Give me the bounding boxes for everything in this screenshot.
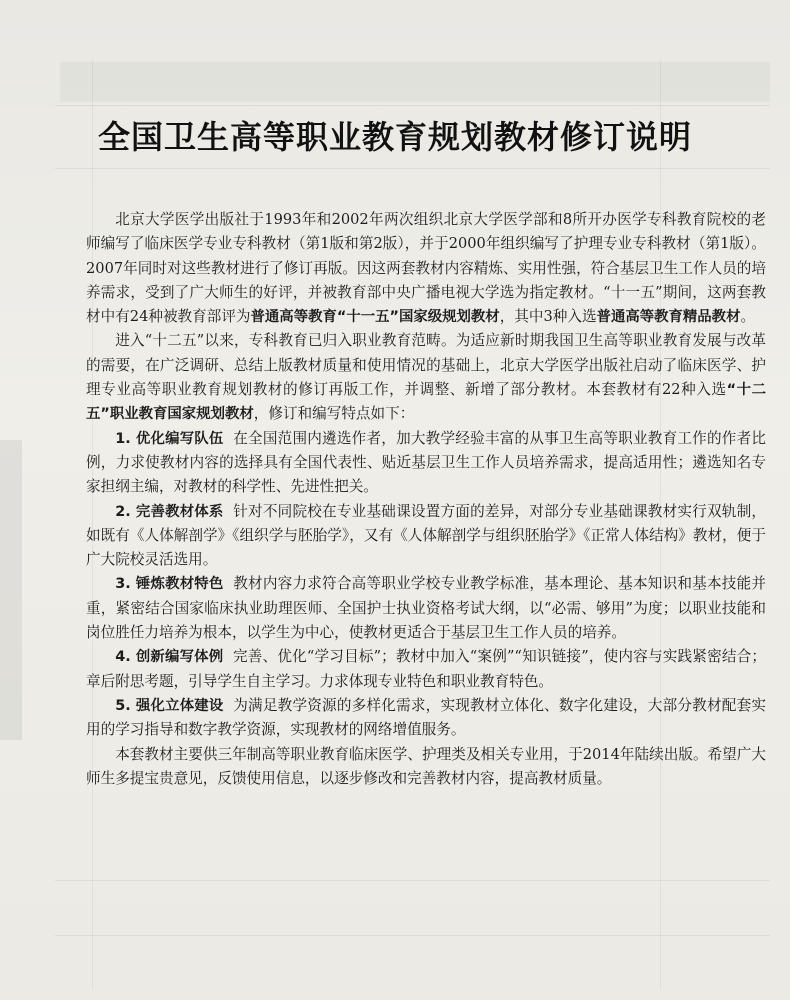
- intro-text-mid: ，其中3种入选: [499, 308, 597, 326]
- intro-text: 北京大学医学出版社于1993年和2002年两次组织北京大学医学部和8所开办医学专科教育院校的老师编写了临床医学专业专科教材（第1版和第2版），并于2000年组织编写了护理专业专科教材（第1版）。2007年同时对这些教材进行了修订再版。因这两套教材内容精炼、实用性强，符合基层卫生工作人员的培养需求，受到了广大师生的好评，并被教育部中央广播电视大学选为指定教材。“十一五”期间，这两套教材中有24种被教育部评为: [86, 211, 766, 326]
- paragraph-revision: [86, 329, 766, 426]
- feature-heading: 3. 锤炼教材特色: [115, 576, 224, 593]
- intro-text-end: 。: [740, 308, 756, 326]
- show-through-rule: [55, 880, 770, 881]
- feature-text: 教材内容力求符合高等职业学校专业教学标准，基本理论、基本知识和基本技能并重，紧密结合国家临床执业助理医师、全国护士执业资格考试大纲，以“必需、够用”为度；以职业技能和岗位胜任力培养为根本，以学生为中心，使教材更适合于基层卫生工作人员的培养。: [86, 575, 766, 642]
- feature-text: 针对不同院校在专业基础课设置方面的差异，对部分专业基础课教材实行双轨制，如既有《人体解剖学》《组织学与胚胎学》，又有《人体解剖学与组织胚胎学》《正常人体结构》教材，便于广大院校灵活选用。: [86, 502, 766, 569]
- revision-emphasis: “十二五”职业教育国家规划教材: [86, 382, 766, 423]
- feature-text: 为满足教学资源的多样化需求，实现教材立体化、数字化建设，大部分教材配套实用的学习指导和数字教学资源，实现教材的网络增值服务。: [86, 696, 766, 739]
- feature-heading: 4. 创新编写体例: [115, 649, 224, 666]
- intro-emphasis-quality: 普通高等教育精品教材: [596, 309, 741, 326]
- show-through-edge: [0, 440, 22, 740]
- feature-text: 在全国范围内遴选作者，加大教学经验丰富的从事卫生高等职业教育工作的作者比例，力求使教材内容的选择具有全国代表性、贴近基层卫生工作人员培养需求，提高适用性；遴选知名专家担纲主编，对教材的科学性、先进性把关。: [86, 429, 766, 496]
- show-through-rule: [55, 105, 770, 106]
- feature-item-1: [86, 427, 766, 500]
- intro-emphasis-award: 普通高等教育“十一五”国家级规划教材: [250, 309, 500, 326]
- feature-heading: 2. 完善教材体系: [115, 503, 224, 520]
- feature-item-4: [86, 645, 766, 694]
- feature-text: 完善、优化“学习目标”；教材中加入“案例”“知识链接”，使内容与实践紧密结合；章后附思考题，引导学生自主学习。力求体现专业特色和职业教育特色。: [86, 648, 766, 690]
- feature-heading: 1. 优化编写队伍: [115, 430, 224, 447]
- feature-item-2: [86, 500, 766, 573]
- revision-text-end: ，修订和编写特点如下：: [253, 405, 415, 423]
- show-through-header-band: [60, 62, 770, 102]
- revision-text: 进入“十二五”以来，专科教育已归入职业教育范畴。为适应新时期我国卫生高等职业教育发展与改革的需要，在广泛调研、总结上版教材质量和使用情况的基础上，北京大学医学出版社启动了临床医学、护理专业高等职业教育规划教材的修订再版工作，并调整、新增了部分教材。本套教材有22种入选: [86, 332, 766, 399]
- paragraph-closing: 本套教材主要供三年制高等职业教育临床医学、护理类及相关专业用，于2014年陆续出版。希望广大师生多提宝贵意见，反馈使用信息，以逐步修改和完善教材内容，提高教材质量。: [86, 745, 766, 787]
- document-body: [86, 208, 766, 791]
- paragraph-intro: [86, 208, 766, 329]
- feature-item-3: [86, 572, 766, 645]
- show-through-rule: [55, 168, 770, 169]
- page-title: 全国卫生高等职业教育规划教材修订说明: [97, 118, 692, 156]
- show-through-rule: [55, 935, 770, 936]
- feature-heading: 5. 强化立体建设: [115, 697, 224, 714]
- feature-item-5: [86, 694, 766, 743]
